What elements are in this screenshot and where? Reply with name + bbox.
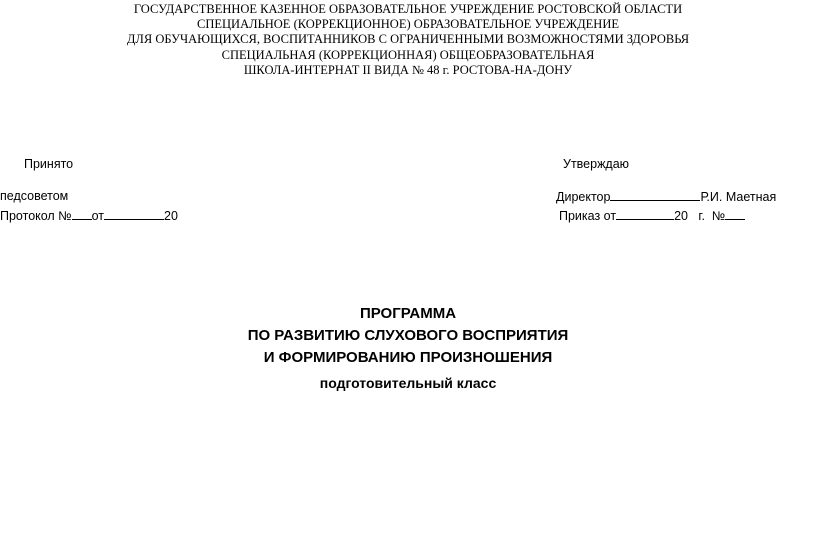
director-label: Директор [556,190,611,204]
program-class: подготовительный класс [319,375,497,391]
director-name: Р.И. Маетная [700,190,777,204]
program-subtitle-1: ПО РАЗВИТИЮ СЛУХОВОГО ВОСПРИЯТИЯ [247,327,569,344]
accepted-by: педсоветом [0,189,69,203]
protocol-year: 20 [164,209,178,223]
director-signature-blank[interactable] [610,188,700,201]
institution-header [0,2,816,78]
header-line: ШКОЛА-ИНТЕРНАТ II ВИДА № 48 г. РОСТОВА-НА-ДОНУ [243,62,573,77]
program-title: ПРОГРАММА [359,305,457,322]
header-line: ДЛЯ ОБУЧАЮЩИХСЯ, ВОСПИТАННИКОВ С ОГРАНИЧЕННЫМИ ВОЗМОЖНОСТЯМИ ЗДОРОВЬЯ [126,32,690,47]
protocol-number-blank[interactable] [72,207,92,220]
order-number-blank[interactable] [725,207,745,220]
order-year: 20 [674,209,688,223]
order-number-label: № [711,209,726,223]
program-subtitle-2: И ФОРМИРОВАНИЮ ПРОИЗНОШЕНИЯ [263,349,553,366]
protocol-date-blank[interactable] [104,207,164,220]
header-line: СПЕЦИАЛЬНОЕ (КОРРЕКЦИОННОЕ) ОБРАЗОВАТЕЛЬНОЕ УЧРЕЖДЕНИЕ [197,17,619,32]
approved-label: Утверждаю [563,157,630,171]
protocol-line [0,207,178,224]
protocol-label: Протокол № [0,209,72,223]
header-line: ГОСУДАРСТВЕННОЕ КАЗЕННОЕ ОБРАЗОВАТЕЛЬНОЕ УЧРЕЖДЕНИЕ РОСТОВСКОЙ ОБЛАСТИ [133,2,683,16]
accepted-label: Принято [24,157,74,171]
order-year-suffix: г. [698,209,705,223]
order-label: Приказ от [559,209,617,223]
order-date-blank[interactable] [616,207,674,220]
protocol-from-label: от [91,209,105,223]
order-line [559,207,745,224]
header-line: СПЕЦИАЛЬНАЯ (КОРРЕКЦИОННАЯ) ОБЩЕОБРАЗОВАТЕЛЬНАЯ [221,47,595,62]
director-line [556,188,776,205]
